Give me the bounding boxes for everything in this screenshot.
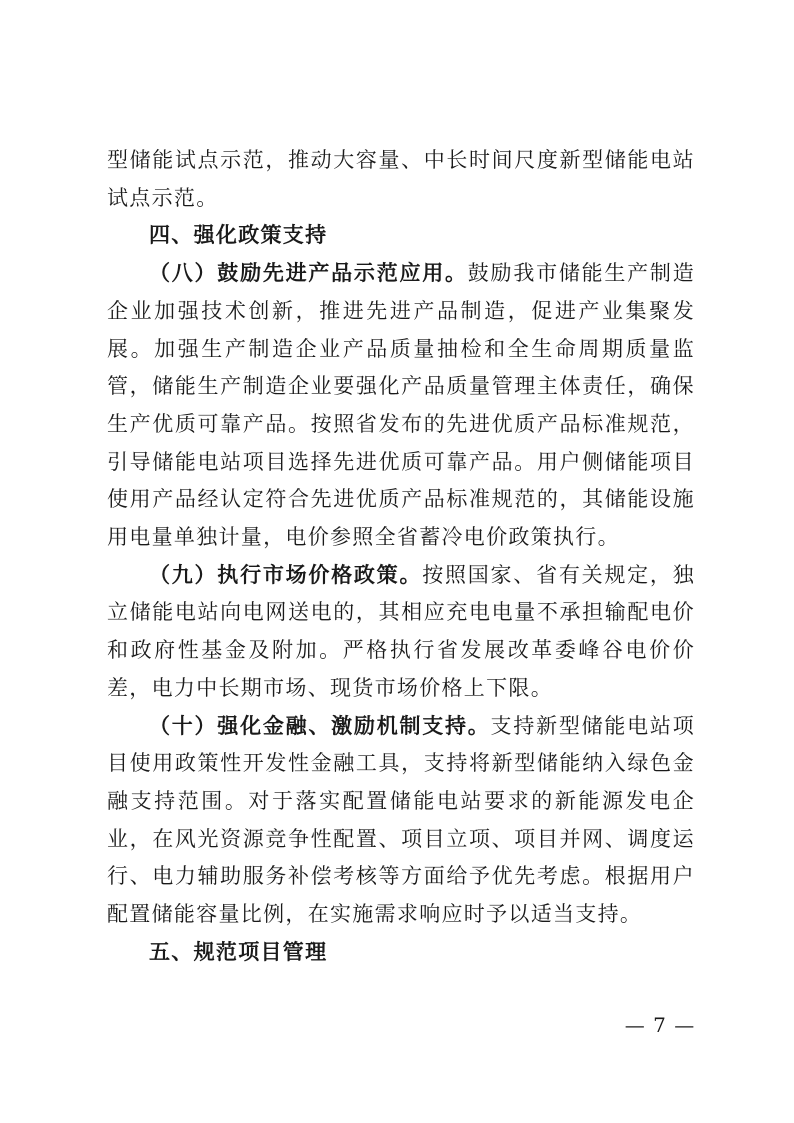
item-nine-body: 按照国家、省有关规定，独立储能电站向电网送电的，其相应充电电量不承担输配电价和政府性基金及附加。严格执行省发展改革委峰谷电价价差，电力中长期市场、现货市场价格上下限。	[107, 562, 695, 700]
continuation-paragraph: 型储能试点示范，推动大容量、中长时间尺度新型储能电站试点示范。	[107, 148, 695, 210]
section-four-heading: 四、强化政策支持	[149, 223, 328, 248]
page-number: — 7 —	[624, 1013, 696, 1037]
item-nine-lead: （九）执行市场价格政策。	[149, 562, 423, 587]
item-eight-lead: （八）鼓励先进产品示范应用。	[149, 261, 468, 286]
item-eight-body: 鼓励我市储能生产制造企业加强技术创新，推进先进产品制造，促进产业集聚发展。加强生产制造企业产品质量抽检和全生命周期质量监管，储能生产制造企业要强化产品质量管理主体责任，确保生产优质可靠产品。按照省发布的先进优质产品标准规范，引导储能电站项目选择先进优质可靠产品。用户侧储能项目使用产品经认定符合先进优质产品标准规范的，其储能设施用电量单独计量，电价参照全省蓄冷电价政策执行。	[107, 261, 696, 550]
item-ten-lead: （十）强化金融、激励机制支持。	[149, 713, 491, 738]
item-ten-paragraph	[107, 708, 695, 934]
section-five-heading: 五、规范项目管理	[149, 939, 328, 964]
item-nine-paragraph	[107, 557, 695, 708]
item-ten-body: 支持新型储能电站项目使用政策性开发性金融工具，支持将新型储能纳入绿色金融支持范围。对于落实配置储能电站要求的新能源发电企业，在风光资源竞争性配置、项目立项、项目并网、调度运行、电力辅助服务补偿考核等方面给予优先考虑。根据用户配置储能容量比例，在实施需求响应时予以适当支持。	[107, 713, 696, 927]
item-eight-paragraph	[107, 255, 695, 557]
document-page	[107, 142, 695, 971]
